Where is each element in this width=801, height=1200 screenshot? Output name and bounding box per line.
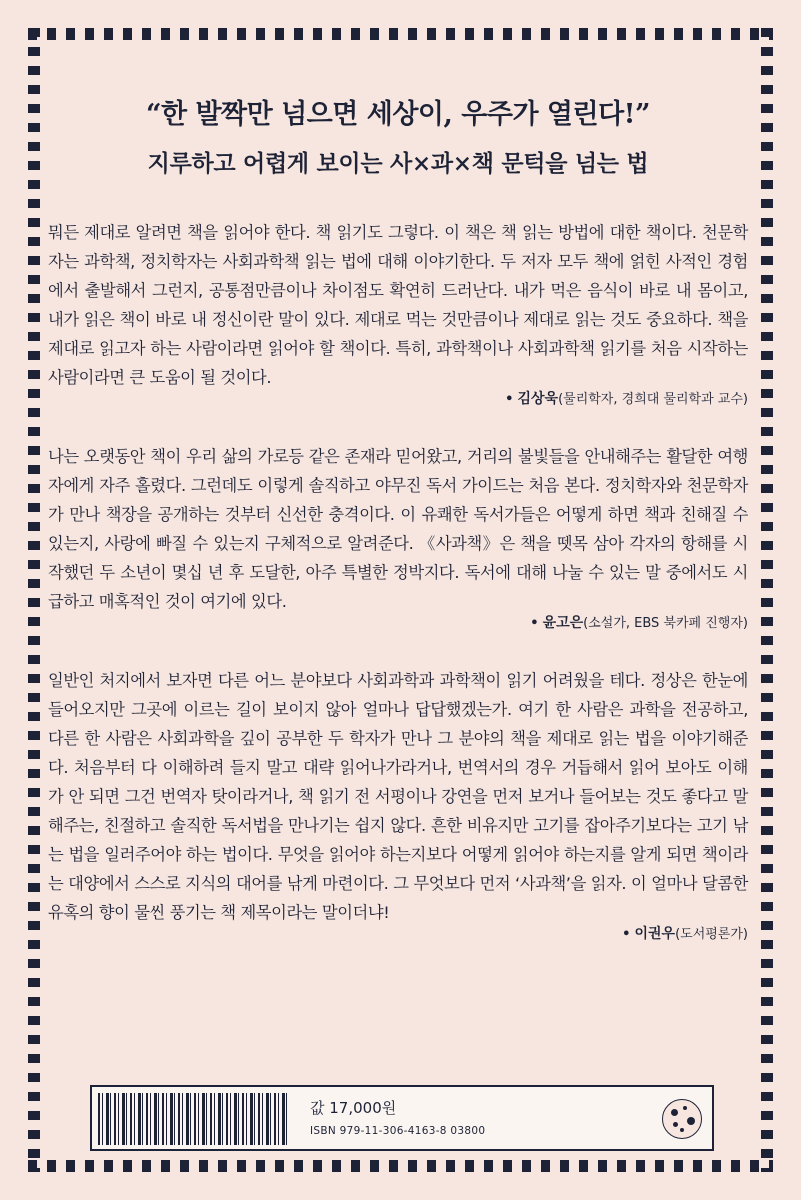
- reviewer-name: 이권우: [634, 926, 676, 942]
- barcode-icon: [98, 1093, 288, 1145]
- bullet-icon: •: [530, 616, 539, 631]
- dashed-border-left: [28, 28, 40, 1172]
- dashed-border-bottom: [28, 1160, 773, 1172]
- price-isbn-box: [90, 1085, 714, 1151]
- isbn-label: ISBN 979-11-306-4163-8 03800: [310, 1125, 486, 1137]
- reviewer-name: 윤고은: [542, 615, 584, 631]
- subheadline: 지루하고 어렵게 보이는 사×과×책 문턱을 넘는 법: [147, 150, 649, 177]
- reviewer-role: (도서평론가): [675, 927, 748, 942]
- review-text: 뭐든 제대로 알려면 책을 읽어야 한다. 책 읽기도 그렇다. 이 책은 책 읽는 방법에 대한 책이다. 천문학자는 과학책, 정치학자는 사회과학책 읽는 법에 대해 이야기한다. 두 저자 모두 책에 얽힌 사적인 경험에서 출발해서 그런지, 공통점만큼이나 차이점도 확연히 드러난다. 내가 먹은 음식이 바로 내 몸이고, 내가 읽은 책이 바로 내 정신이란 말이 있다. 제대로 먹는 것만큼이나 제대로 읽는 것도 중요하다. 책을 제대로 읽고자 하는 사람이라면 읽어야 할 책이다. 특히, 과학책이나 사회과학책 읽기를 처음 시작하는 사람이라면 큰 도움이 될 것이다.: [48, 223, 748, 387]
- reviewer-role: (소설가, EBS 북카페 진행자): [583, 616, 748, 631]
- review-3: [48, 666, 748, 943]
- publisher-logo-icon: [662, 1099, 702, 1139]
- back-cover-content: [48, 60, 748, 943]
- review-1: [48, 218, 748, 408]
- reviewer-role: (물리학자, 경희대 물리학과 교수): [558, 392, 748, 407]
- price-label: 값 17,000원: [310, 1099, 397, 1117]
- reviewer-name: 김상욱: [517, 391, 559, 407]
- headline: “한 발짝만 넘으면 세상이, 우주가 열린다!”: [145, 99, 651, 130]
- bullet-icon: •: [505, 392, 514, 407]
- dashed-border-right: [761, 28, 773, 1172]
- review-2: [48, 442, 748, 632]
- bullet-icon: •: [622, 927, 631, 942]
- review-text: 일반인 처지에서 보자면 다른 어느 분야보다 사회과학과 과학책이 읽기 어려웠을 테다. 정상은 한눈에 들어오지만 그곳에 이르는 길이 보이지 않아 얼마나 답답했겠는가. 여기 한 사람은 과학을 전공하고, 다른 한 사람은 사회과학을 깊이 공부한 두 학자가 만나 그 분야의 책을 제대로 읽는 법을 이야기해준다. 처음부터 다 이해하려 들지 말고 대략 읽어나가라거나, 번역서의 경우 거듭해서 읽어 보아도 이해가 안 되면 그건 번역자 탓이라거나, 책 읽기 전 서평이나 강연을 먼저 보거나 들어보는 것도 좋다고 말해주는, 친절하고 솔직한 독서법을 만나기는 쉽지 않다. 흔한 비유지만 고기를 잡아주기보다는 고기 낚는 법을 일러주어야 하는 법이다. 무엇을 읽어야 하는지보다 어떻게 읽어야 하는지를 알게 되면 책이라는 대양에서 스스로 지식의 대어를 낚게 마련이다. 그 무엇보다 먼저 ‘사과책’을 읽자. 이 얼마나 달콤한 유혹의 향이 물씬 풍기는 책 제목이라는 말이더냐!: [48, 671, 748, 922]
- review-text: 나는 오랫동안 책이 우리 삶의 가로등 같은 존재라 믿어왔고, 거리의 불빛들을 안내해주는 활달한 여행자에게 자주 홀렸다. 그런데도 이렇게 솔직하고 야무진 독서 가이드는 처음 본다. 정치학자와 천문학자가 만나 책장을 공개하는 것부터 신선한 충격이다. 이 유쾌한 독서가들은 어떻게 하면 책과 친해질 수 있는지, 사랑에 빠질 수 있는지 구체적으로 알려준다. 《사과책》은 책을 뗏목 삼아 각자의 항해를 시작했던 두 소년이 몇십 년 후 도달한, 아주 특별한 정박지다. 독서에 대해 나눌 수 있는 말 중에서도 시급하고 매혹적인 것이 여기에 있다.: [48, 447, 748, 611]
- dashed-border-top: [28, 28, 773, 40]
